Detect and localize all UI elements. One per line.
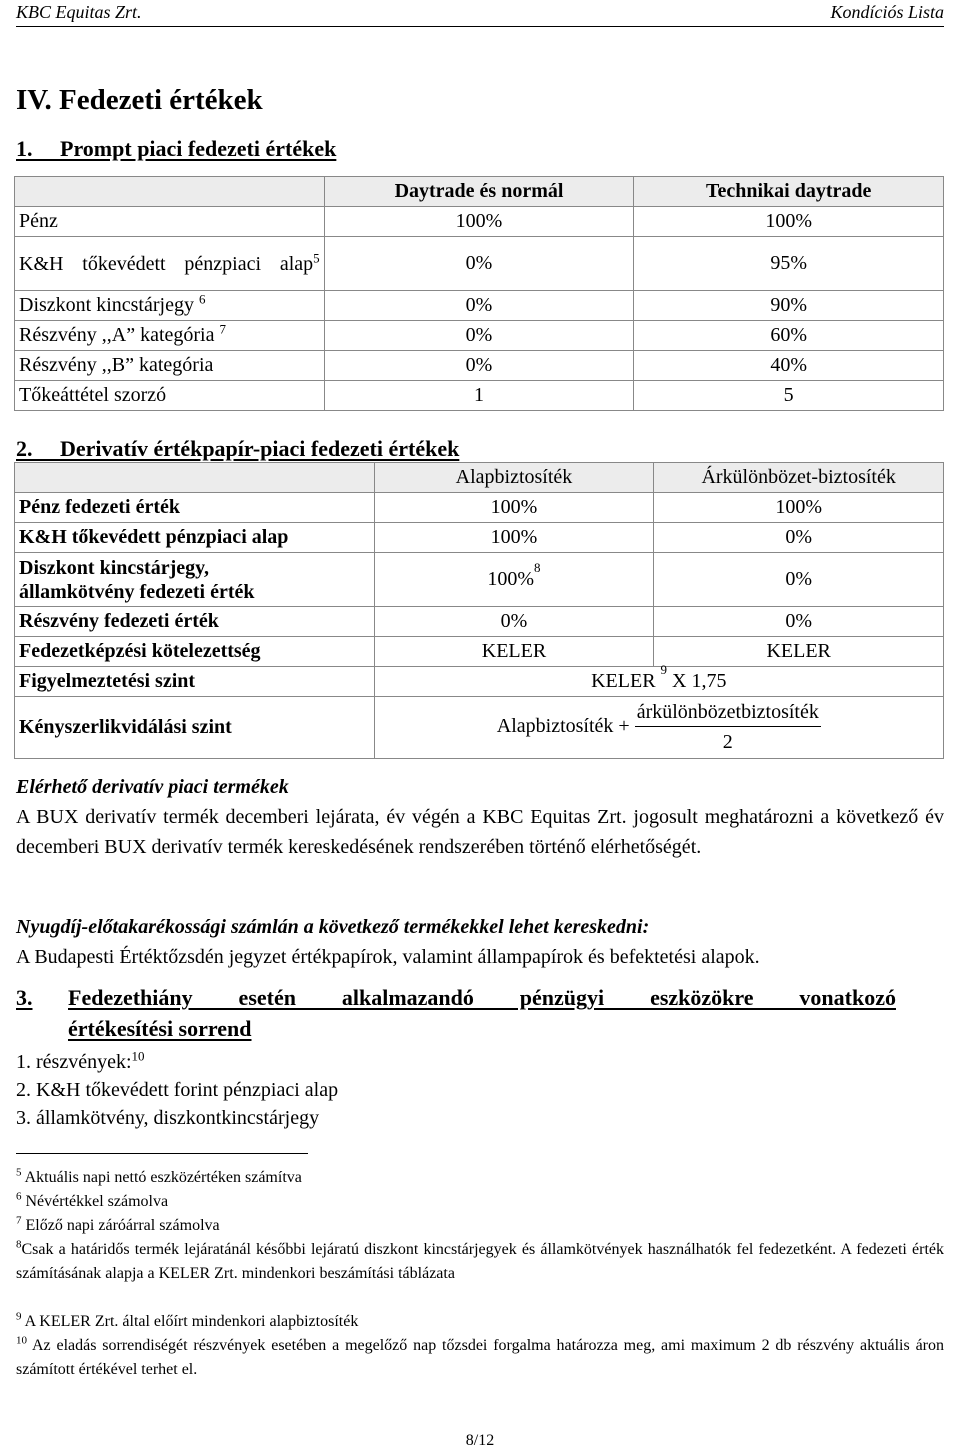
pension-text: A Budapesti Értéktőzsdén jegyzet értékpapírok, valamint állampapírok és befektetési alapok. <box>16 946 760 968</box>
cell-value: 0% <box>654 553 944 607</box>
row-label: Diszkont kincstárjegy, államkötvény fedezeti érték <box>15 553 375 607</box>
row-label: Figyelmeztetési szint <box>15 667 375 697</box>
liquidation-formula <box>374 697 943 759</box>
table-row <box>15 637 944 667</box>
footnote-divider <box>16 1153 308 1154</box>
formula-prefix: Alapbiztosíték + <box>496 715 630 738</box>
section2-title: Derivatív értékpapír-piaci fedezeti értékek <box>60 436 460 461</box>
footnote: $^6$ Névértékkel számolva <box>16 1190 169 1210</box>
row-label: K&H tőkevédett pénzpiaci alap$^5$ <box>15 237 325 291</box>
footnote: $^9$ A KELER Zrt. által előírt mindenkori alapbiztosíték <box>16 1310 359 1330</box>
row-label: Részvény ,,A” kategória $^7$ <box>15 321 325 351</box>
table-row <box>15 381 944 411</box>
table-row <box>15 523 944 553</box>
page-number: 8/12 <box>465 1432 495 1449</box>
table1-col-header: Technikai daytrade <box>634 177 944 207</box>
table-row <box>15 237 944 291</box>
list-item: 1. részvények:$^{10}$ <box>16 1048 145 1073</box>
table-row <box>15 553 944 607</box>
section3-heading <box>16 982 896 1044</box>
table1-col-header: Daytrade és normál <box>324 177 634 207</box>
formula-fraction <box>635 701 821 754</box>
list-item: 3. államkötvény, diszkontkincstárjegy <box>16 1107 320 1129</box>
cell-value: 0% <box>654 607 944 637</box>
fraction-denominator: 2 <box>722 731 733 753</box>
table-row <box>15 291 944 321</box>
pension-title: Nyugdíj-előtakarékossági számlán a következő termékekkel lehet kereskedni: <box>16 916 650 938</box>
row-label: Pénz <box>15 207 325 237</box>
table-row <box>15 207 944 237</box>
header-company: KBC Equitas Zrt. <box>16 2 142 22</box>
pension-section <box>16 912 944 972</box>
section1-heading <box>16 136 336 162</box>
prompt-margin-table <box>14 176 944 411</box>
cell-value: 1 <box>324 381 634 411</box>
header-doc-title: Kondíciós Lista <box>830 2 944 22</box>
cell-value: 60% <box>634 321 944 351</box>
cell-value: 100% <box>634 207 944 237</box>
footnote: $^5$ Aktuális napi nettó eszközértéken számítva <box>16 1166 302 1186</box>
table-row <box>15 493 944 523</box>
row-label: Tőkeáttétel szorzó <box>15 381 325 411</box>
row-label: K&H tőkevédett pénzpiaci alap <box>15 523 375 553</box>
cell-value: 0% <box>654 523 944 553</box>
table1-corner <box>15 177 325 207</box>
section3-title-line1: Fedezethiány esetén alkalmazandó pénzügyi eszközökre vonatkozó <box>68 985 896 1010</box>
cell-value: 100% <box>374 523 654 553</box>
footnote: $^7$ Előző napi záróárral számolva <box>16 1214 220 1234</box>
cell-value: 90% <box>634 291 944 321</box>
section2-number: 2. <box>16 436 33 461</box>
cell-value: 95% <box>634 237 944 291</box>
row-label: Fedezetképzési kötelezettség <box>15 637 375 667</box>
row-label: Részvény ,,B” kategória <box>15 351 325 381</box>
page-title: IV. Fedezeti értékek <box>16 84 263 116</box>
table-row <box>15 351 944 381</box>
table-row <box>15 697 944 759</box>
footnote: $^8$Csak a határidős termék lejáratánál későbbi lejáratú diszkont kincstárjegyek és államkötvények használhatók fel fedezetként. A fedezeti érték számításának alapja a KELER Zrt. mindenkori beszámítási táblázata <box>16 1238 944 1282</box>
section2-heading <box>16 436 459 462</box>
section1-number: 1. <box>16 136 33 161</box>
table-row <box>15 607 944 637</box>
cell-value: 0% <box>324 321 634 351</box>
cell-value: 100% <box>374 493 654 523</box>
row-label: Pénz fedezeti érték <box>15 493 375 523</box>
section3-title-line2: értékesítési sorrend <box>68 1016 252 1041</box>
table-row <box>15 321 944 351</box>
section1-title: Prompt piaci fedezeti értékek <box>60 136 337 161</box>
derivatives-section <box>16 772 944 862</box>
cell-value: 100% <box>654 493 944 523</box>
cell-value: 100% <box>324 207 634 237</box>
table2-col-header: Árkülönbözet-biztosíték <box>654 463 944 493</box>
fraction-numerator: árkülönbözetbiztosíték <box>635 701 821 727</box>
cell-value: 5 <box>634 381 944 411</box>
table-row <box>15 667 944 697</box>
row-label: Diszkont kincstárjegy $^6$ <box>15 291 325 321</box>
derivatives-text: A BUX derivatív termék decemberi lejárata, év végén a KBC Equitas Zrt. jogosult meghatározni a következő év decemberi BUX derivatív termék kereskedésének rendszerében történő elérhetőségét. <box>16 806 944 858</box>
derivative-margin-table <box>14 462 944 759</box>
table2-col-header: Alapbiztosíték <box>374 463 654 493</box>
table2-corner <box>15 463 375 493</box>
cell-value: 0% <box>324 237 634 291</box>
cell-value: KELER <box>654 637 944 667</box>
cell-value: 0% <box>324 291 634 321</box>
cell-value: KELER <box>374 637 654 667</box>
sale-order-list <box>16 1048 944 1132</box>
row-label: Kényszerlikvidálási szint <box>15 697 375 759</box>
derivatives-title: Elérhető derivatív piaci termékek <box>16 776 289 798</box>
cell-value: 0% <box>324 351 634 381</box>
section3-number: 3. <box>16 985 33 1010</box>
cell-value: 100%$^8$ <box>374 553 654 607</box>
cell-value: 40% <box>634 351 944 381</box>
cell-value: 0% <box>374 607 654 637</box>
warning-level-value: KELER $^9$ X 1,75 <box>374 667 943 697</box>
row-label: Részvény fedezeti érték <box>15 607 375 637</box>
list-item: 2. K&H tőkevédett forint pénzpiaci alap <box>16 1079 339 1101</box>
page-header <box>16 0 944 27</box>
footnote: $^{10}$ Az eladás sorrendiségét részvények esetében a megelőző nap tőzsdei forgalma határozza meg, ami maximum 2 db részvény aktuális áron számított értékével terhet el. <box>16 1334 944 1378</box>
